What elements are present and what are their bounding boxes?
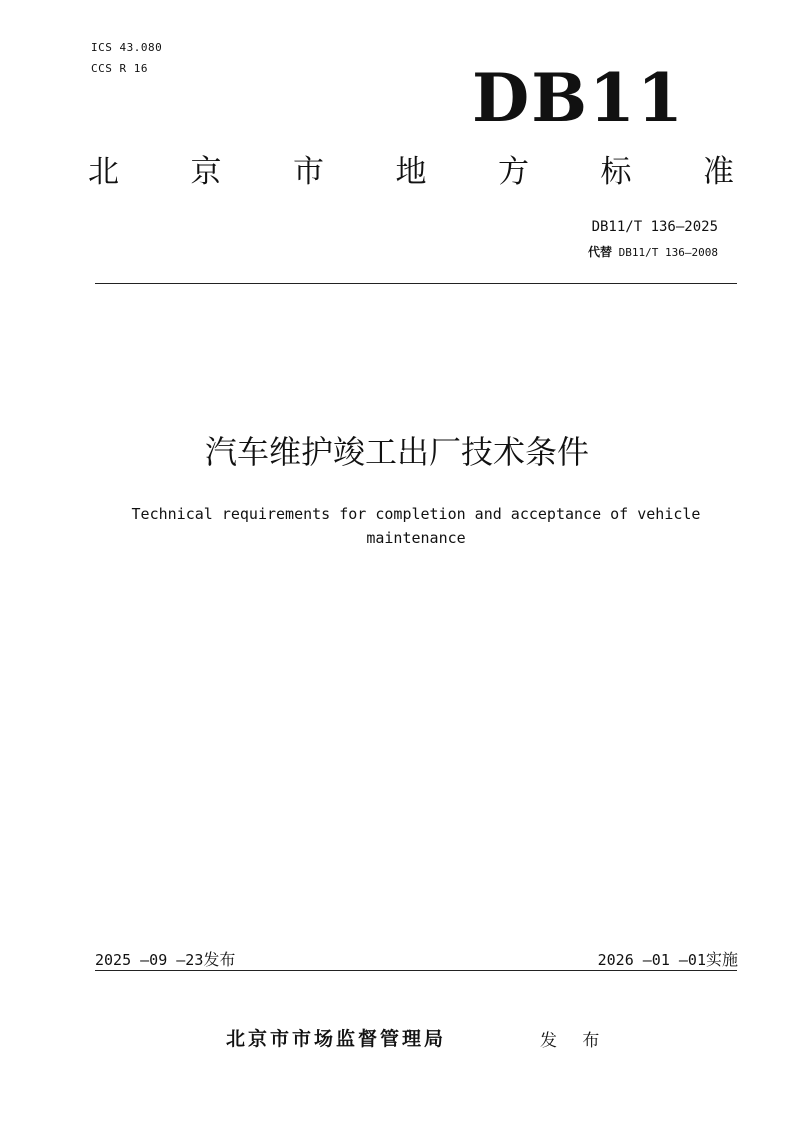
title-char: 标 [600,154,632,190]
publish-date [95,947,235,970]
replaces-number: DB11/T 136—2008 [618,246,718,259]
replaces-standard [588,243,718,260]
replaces-label: 代替 [588,245,613,259]
ccs-code: CCS R 16 [91,62,148,75]
title-char: 京 [190,154,222,190]
standard-number: DB11/T 136—2025 [591,219,718,235]
publish-date-value: 2025 —09 —23 [95,951,204,969]
ics-code: ICS 43.080 [91,41,163,54]
document-title-cn: 汽车维护竣工出厂技术条件 [204,433,589,471]
title-char: 地 [395,154,427,190]
effective-date-value: 2026 —01 —01 [597,951,706,969]
top-divider [95,283,737,284]
issue-word: 发 布 [540,1031,610,1051]
effective-date [598,947,738,970]
document-title-en: Technical requirements for completion and acceptance of vehicle maintenance [131,505,701,547]
title-char: 市 [293,154,324,190]
bottom-divider [95,970,737,971]
title-char: 方 [498,154,529,190]
title-char: 北 [88,154,119,190]
title-char: 准 [703,154,734,190]
standard-type-title [88,152,734,192]
effective-label: 实施 [705,950,738,969]
issuing-authority: 北京市市场监督管理局 [226,1028,447,1050]
db11-logo: DB11 [472,59,685,137]
publish-label: 发布 [203,950,236,969]
